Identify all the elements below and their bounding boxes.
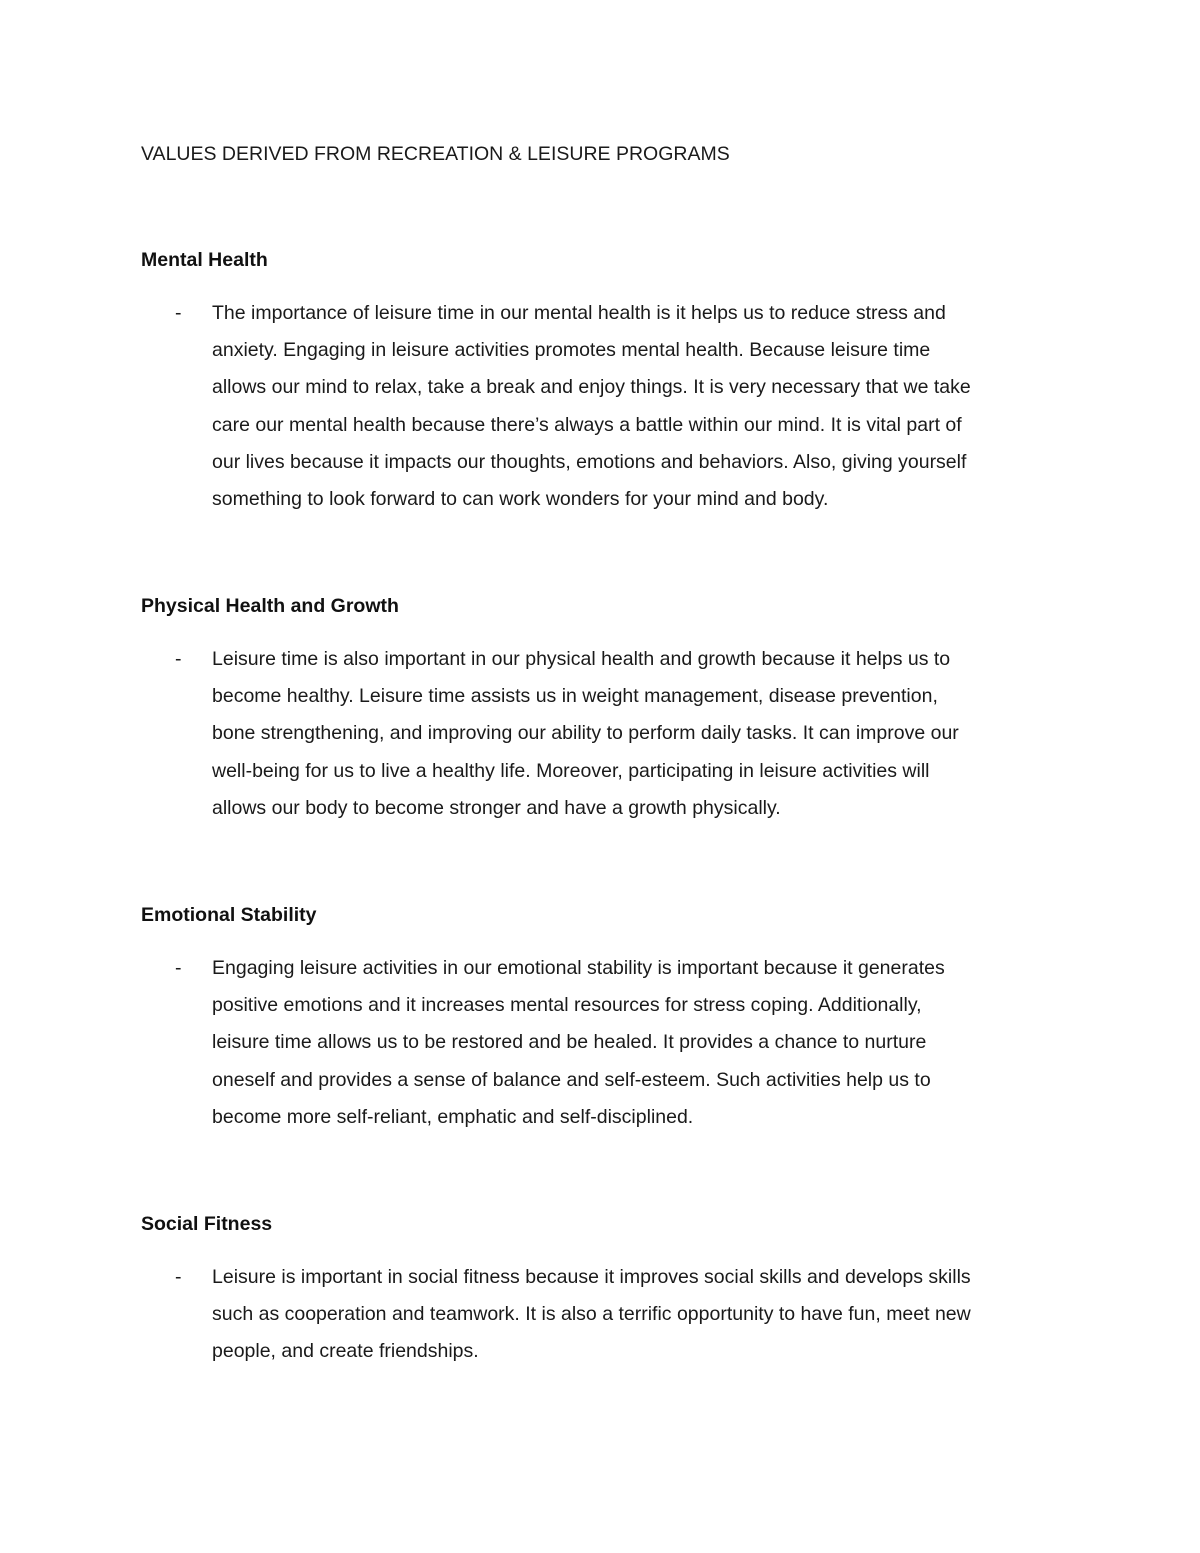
paragraph-line: our lives because it impacts our thoughts, emotions and behaviors. Also, giving yourself (212, 450, 967, 473)
bullet-dash: - (175, 648, 182, 670)
paragraph-line: Leisure is important in social fitness because it improves social skills and develops skills (212, 1266, 971, 1288)
paragraph-line: oneself and provides a sense of balance and self-esteem. Such activities help us to (212, 1068, 931, 1091)
document-title: VALUES DERIVED FROM RECREATION & LEISURE PROGRAMS (141, 143, 730, 165)
paragraph-line: Leisure time is also important in our physical health and growth because it helps us to (212, 648, 951, 670)
paragraph-line: allows our mind to relax, take a break and enjoy things. It is very necessary that we take (212, 376, 971, 399)
paragraph-line: people, and create friendships. (212, 1340, 479, 1363)
paragraph-mental-health (212, 295, 1072, 518)
paragraph-line: care our mental health because there’s always a battle within our mind. It is vital part of (212, 413, 962, 436)
paragraph-line: something to look forward to can work wonders for your mind and body. (212, 488, 829, 511)
paragraph-line: such as cooperation and teamwork. It is also a terrific opportunity to have fun, meet new (212, 1303, 971, 1326)
bullet-dash: - (175, 1266, 182, 1288)
paragraph-line: well-being for us to live a healthy life. Moreover, participating in leisure activities will (212, 759, 930, 782)
bullet-dash: - (175, 302, 182, 324)
paragraph-line: become healthy. Leisure time assists us in weight management, disease prevention, (212, 685, 938, 708)
paragraph-line: leisure time allows us to be restored and be healed. It provides a chance to nurture (212, 1031, 927, 1054)
paragraph-line: positive emotions and it increases mental resources for stress coping. Additionally, (212, 994, 922, 1017)
paragraph-line: Engaging leisure activities in our emotional stability is important because it generates (212, 957, 945, 979)
section-heading-physical-health: Physical Health and Growth (141, 595, 399, 617)
section-heading-mental-health: Mental Health (141, 249, 268, 271)
paragraph-physical-health (212, 641, 1072, 827)
paragraph-line: allows our body to become stronger and have a growth physically. (212, 796, 781, 819)
paragraph-emotional-stability (212, 950, 1072, 1136)
paragraph-social-fitness (212, 1259, 1072, 1371)
section-heading-emotional-stability: Emotional Stability (141, 904, 317, 926)
paragraph-line: anxiety. Engaging in leisure activities promotes mental health. Because leisure time (212, 339, 931, 362)
section-heading-social-fitness: Social Fitness (141, 1213, 273, 1235)
bullet-dash: - (175, 957, 182, 979)
paragraph-line: become more self-reliant, emphatic and self-disciplined. (212, 1105, 694, 1128)
paragraph-line: The importance of leisure time in our mental health is it helps us to reduce stress and (212, 302, 946, 324)
paragraph-line: bone strengthening, and improving our ability to perform daily tasks. It can improve our (212, 722, 959, 745)
